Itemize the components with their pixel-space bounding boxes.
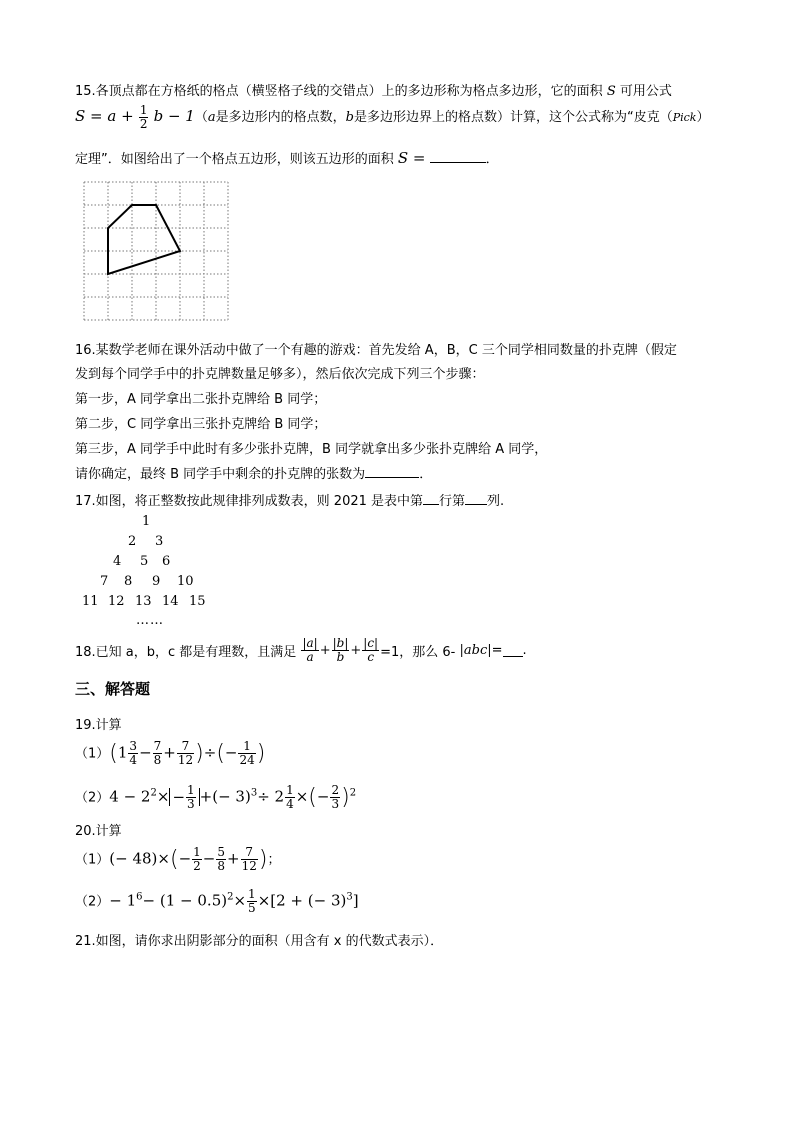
answer-blank [423,492,439,505]
tri-cell: 10 [177,574,194,589]
tri-cell: 1 [142,514,151,529]
tri-cell: … [136,613,149,628]
section-heading: 三、解答题 [75,680,151,698]
q20-part2: $(2)- 1^6- (1 - 0.5)^2\times$ $\frac{1}{5}$ ×[2 + (− 3)$^3$] [75,887,359,915]
q20-part1: （1）(− 48)×(− $\frac{1}{2}$ − $\frac{5}{8}$ + $\frac{7}{12}$ )； [75,845,281,873]
q15-line2: S = a + $\frac{1}{2}$ b − 1（a是多边形内的格点数，b是多边形边界上的格点数）计算，这个公式称为“皮克（Pick） [75,103,710,131]
q17-line: 17.如图，将正整数按此规律排列成数表，则 2021 是表中第 行第 列. [75,494,505,509]
q21-line: 21.如图，请你求出阴影部分的面积（用含有 x 的代数式表示）． [75,934,444,949]
answer-blank [503,644,523,657]
tri-cell: … [150,613,163,628]
q20-title: 20.计算 [75,824,122,839]
answer-blank [465,492,487,505]
q16-line1: 16.某数学老师在课外活动中做了一个有趣的游戏：首先发给 A，B，C 三个同学相同数量的扑克牌（假定 [75,343,677,358]
tri-cell: 3 [155,534,164,549]
tri-cell: 15 [189,594,206,609]
q16-line5: 第三步，A 同学手中此时有多少张扑克牌，B 同学就拿出多少张扑克牌给 A 同学， [75,442,548,457]
tri-cell: 13 [135,594,152,609]
q19-part2: $(2)4 - 2^2\times$ − $\frac{1}{3}$ +(− 3)$^3$÷ 2 $\frac{1}{4}$ ×(− $\frac{2}{3}$ )$^2$ [75,783,357,811]
q19-title: 19.计算 [75,718,122,733]
q15-line3: 定理”．如图给出了一个格点五边形，则该五边形的面积 S = ． [75,149,499,167]
tri-cell: 4 [113,554,122,569]
tri-cell: 9 [152,574,161,589]
q19-part1: （1）(1 $\frac{3}{4}$ − $\frac{7}{8}$ + $\frac{7}{12}$ )÷(− $\frac{1}{24}$ ) [75,739,266,767]
answer-blank [365,465,419,478]
lattice-polygon-figure [82,180,232,322]
q16-line6: 请你确定，最终 B 同学手中剩余的扑克牌的张数为 ． [75,467,433,482]
tri-cell: 11 [82,594,99,609]
q16-line2: 发到每个同学手中的扑克牌数量足够多），然后依次完成下列三个步骤： [75,367,485,382]
q15-line1: 15.各顶点都在方格纸的格点（横竖格子线的交错点）上的多边形称为格点多边形，它的面积 S 可用公式 [75,84,672,99]
q18-line: 18.已知 a，b，c 都是有理数，且满足 $\frac{|a|}{a}$ + $\frac{|b|}{b}$ + $\frac{|c|}{c}$ =1，那么 6- |abc|= . [75,636,527,664]
tri-cell: 12 [108,594,125,609]
tri-cell: 5 [140,554,149,569]
half-fraction: $\frac{1}{2}$ [139,103,148,131]
tri-cell: 8 [124,574,133,589]
q16-line3: 第一步，A 同学拿出二张扑克牌给 B 同学； [75,392,327,407]
answer-blank [430,150,486,163]
q16-line4: 第二步，C 同学拿出三张扑克牌给 B 同学； [75,417,327,432]
tri-cell: 14 [162,594,179,609]
pentagon [108,205,180,274]
tri-cell: 7 [100,574,109,589]
tri-cell: 2 [128,534,137,549]
tri-cell: 6 [162,554,171,569]
